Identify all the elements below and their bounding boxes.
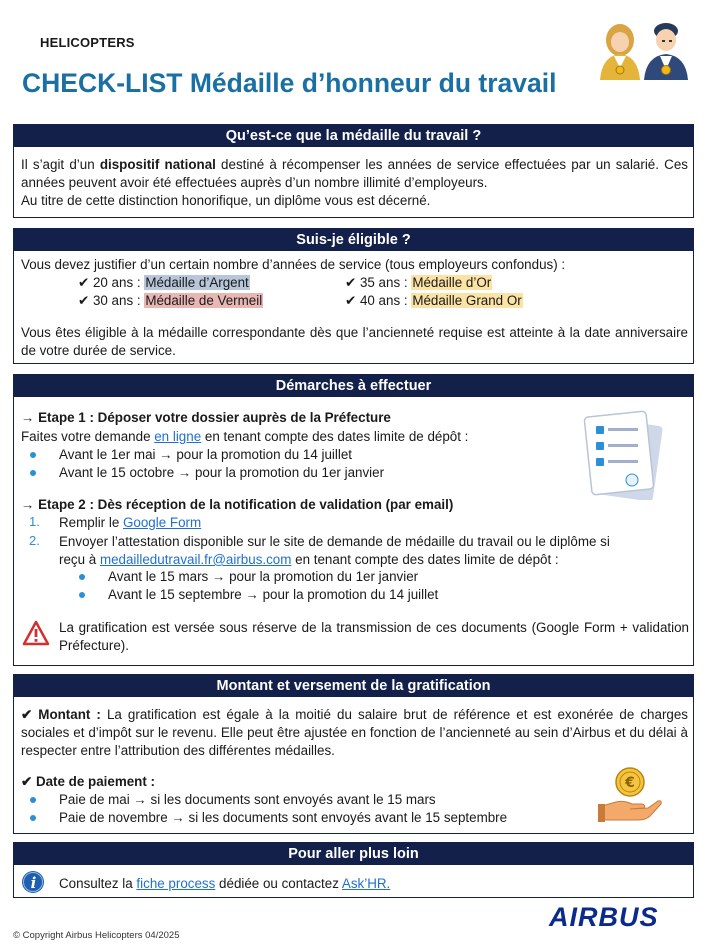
medal-gold: ✔ 35 ans : Médaille d’Or [345,275,492,290]
section-title: Démarches à effectuer [14,375,693,397]
step1-deadline-2: Avant le 15 octobre → pour la promotion du 1er janvier [59,465,385,480]
step2-deadline-2: Avant le 15 septembre → pour la promotion du 14 juillet [108,587,439,602]
step1-deadline-1: Avant le 1er mai → pour la promotion du 14 juillet [59,447,353,462]
amount-paragraph: ✔ Montant : La gratification est égale à la moitié du salaire brut de référence et est exonérée de charges sociales et d’impôt sur le revenu. Elle peut être ajustée en fonction de l’ancienneté au sein d’Airbus et du délai à respecter entre l’attribution des différentes médailles. [21,707,688,758]
warning-text: La gratification est versée sous réserve de la transmission de ces documents (Google Form + validation Préfecture). [59,620,689,653]
page-title: CHECK-LIST Médaille d’honneur du travail [22,68,557,98]
payment-may: Paie de mai → si les documents sont envoyés avant le 15 mars [59,792,436,807]
svg-text:€: € [625,775,635,791]
process-sheet-link[interactable]: fiche process [136,876,216,891]
step2-item-2-line1: Envoyer l’attestation disponible sur le site de demande de médaille du travail ou le diplôme si [59,534,610,549]
step2-number-2: 2. [29,533,40,548]
step2-item-2-line2: reçu à medailledutravail.fr@airbus.com en tenant compte des dates limite de dépôt : [59,552,559,567]
section-title: Pour aller plus loin [14,843,693,865]
step1-title: → Etape 1 : Déposer votre dossier auprès de la Préfecture [21,410,391,425]
step2-title: → Etape 2 : Dès réception de la notification de validation (par email) [21,497,454,512]
eligibility-intro: Vous devez justifier d’un certain nombre d’années de service (tous employeurs confondus) : [21,257,566,272]
further-info-text: Consultez la fiche process dédiée ou contactez Ask’HR. [59,876,391,891]
bullet-icon [30,452,36,458]
euro-coin-hand-icon [598,766,664,826]
copyright: © Copyright Airbus Helicopters 04/2025 [13,930,180,941]
ask-hr-link[interactable]: Ask’HR. [341,876,391,891]
bullet-icon [30,815,36,821]
online-request-link[interactable]: en ligne [154,429,202,444]
medal-silver: ✔ 20 ans : Médaille d’Argent [78,275,249,290]
payment-november: Paie de novembre → si les documents sont envoyés avant le 15 septembre [59,810,508,825]
info-icon [21,870,45,894]
svg-text:i: i [30,874,37,892]
step2-item-1: Remplir le Google Form [59,515,202,530]
emphasis: dispositif national [99,157,216,172]
medal-email-link[interactable]: medailledutravail.fr@airbus.com [99,552,292,567]
payment-date-label: ✔ Date de paiement : [21,774,155,789]
brand-label: HELICOPTERS [40,35,135,50]
step2-number-1: 1. [29,514,40,529]
medal-recipients-illustration [592,12,698,80]
documents-illustration [582,408,664,500]
bullet-icon [30,797,36,803]
warning-icon [22,620,50,646]
medal-vermeil: ✔ 30 ans : Médaille de Vermeil [78,293,263,308]
step2-deadline-1: Avant le 15 mars → pour la promotion du 1er janvier [108,569,419,584]
bullet-icon [79,592,85,598]
section-title: Suis-je éligible ? [14,229,693,251]
medal-grand-gold: ✔ 40 ans : Médaille Grand Or [345,293,522,308]
section1-paragraph: Il s’agit d’un dispositif national destiné à récompenser les années de service effectuées par un salarié. Ces années peuvent avoir été effectuées auprès d’un nombre illimité d’employeurs. [21,157,688,190]
section-title: Qu’est-ce que la médaille du travail ? [14,125,693,147]
airbus-logo: AIRBUS [549,902,659,932]
section-title: Montant et versement de la gratification [14,675,693,697]
section1-paragraph-2: Au titre de cette distinction honorifique, un diplôme vous est décerné. [21,193,431,208]
eligibility-outro: Vous êtes éligible à la médaille correspondante dès que l’ancienneté requise est atteinte à la date anniversaire de votre durée de service. [21,325,688,358]
bullet-icon [30,470,36,476]
google-form-link[interactable]: Google Form [123,515,202,530]
bullet-icon [79,574,85,580]
step1-intro: Faites votre demande en ligne en tenant compte des dates limite de dépôt : [21,429,469,444]
